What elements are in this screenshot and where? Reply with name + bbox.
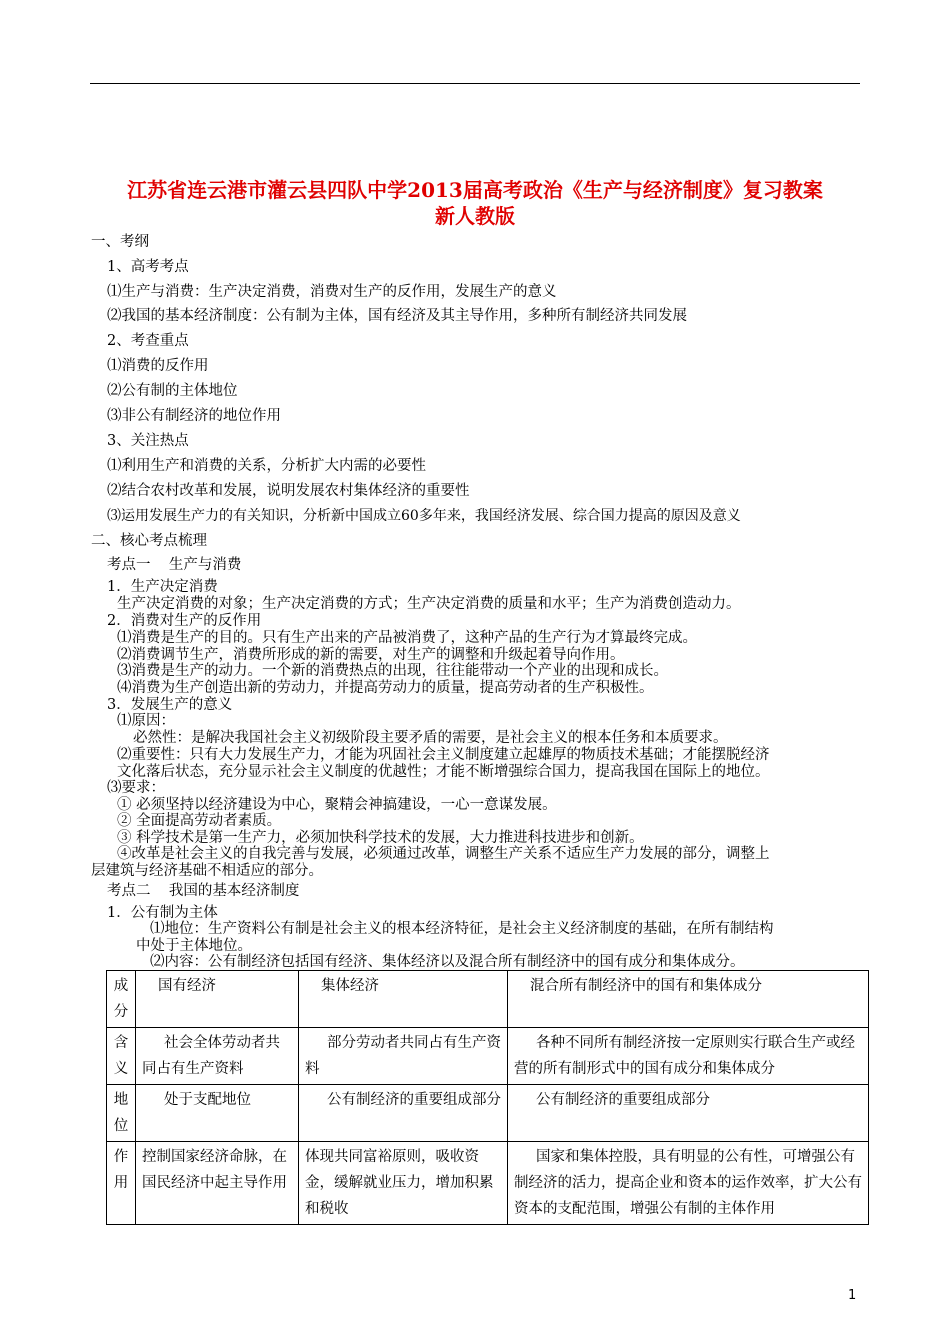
table-cell: 部分劳动者共同占有生产资料 (299, 1028, 508, 1085)
text-line: ⑶消费是生产的动力。一个新的消费热点的出现，往往能带动一个产业的出现和成长。 (117, 663, 668, 679)
topic-heading: 考点一 生产与消费 (107, 557, 242, 573)
text-line: ⑴原因： (117, 713, 175, 729)
table-header-cell: 国有经济 (136, 971, 299, 1028)
text-line: 生产决定消费的对象；生产决定消费的方式；生产决定消费的质量和水平；生产为消费创造动力。 (117, 596, 741, 612)
text-line: ④改革是社会主义的自我完善与发展，必须通过改革，调整生产关系不适应生产力发展的部分，调整上 (117, 846, 770, 862)
text-line: ⑶要求： (107, 780, 165, 796)
text-line: ⑵重要性：只有大力发展生产力，才能为巩固社会主义制度建立起雄厚的物质技术基础；才能摆脱经济 (117, 747, 770, 763)
text-line: ⑴地位：生产资料公有制是社会主义的根本经济特征，是社会主义经济制度的基础，在所有制结构 (150, 921, 774, 937)
section-heading: 二、核心考点梳理 (91, 533, 207, 549)
table-cell: 国家和集体控股，具有明显的公有性，可增强公有制经济的活力，提高企业和资本的运作效率，扩大公有资本的支配范围，增强公有制的主体作用 (508, 1142, 869, 1225)
subsection-heading: 1、高考考点 (107, 259, 189, 275)
section-heading: 一、考纲 (91, 234, 149, 250)
subsection-heading: 2．消费对生产的反作用 (107, 613, 262, 629)
subsection-heading: 1．公有制为主体 (107, 905, 218, 921)
text-line: ⑴消费是生产的目的。只有生产出来的产品被消费了，这种产品的生产行为才算最终完成。 (117, 630, 697, 646)
table-row (107, 1142, 869, 1225)
table-row (107, 1028, 869, 1085)
text-line: ⑶运用发展生产力的有关知识，分析新中国成立60多年来，我国经济发展、综合国力提高的原因及意义 (107, 508, 741, 524)
table-row (107, 1085, 869, 1142)
subsection-heading: 3、关注热点 (107, 433, 189, 449)
public-ownership-table (106, 970, 869, 1225)
text-line: ① 必须坚持以经济建设为中心，聚精会神搞建设，一心一意谋发展。 (117, 797, 557, 813)
text-line: ⑵内容：公有制经济包括国有经济、集体经济以及混合所有制经济中的国有成分和集体成分。 (150, 954, 745, 970)
document-title: 江苏省连云港市灌云县四队中学2013届高考政治《生产与经济制度》复习教案 (127, 178, 823, 202)
subsection-heading: 3．发展生产的意义 (107, 697, 233, 713)
topic-heading: 考点二 我国的基本经济制度 (107, 883, 300, 899)
header-rule (90, 83, 860, 84)
table-row-label: 含义 (107, 1028, 136, 1085)
table-cell: 社会全体劳动者共同占有生产资料 (136, 1028, 299, 1085)
text-line: ⑴利用生产和消费的关系，分析扩大内需的必要性 (107, 458, 426, 474)
table-header-cell: 集体经济 (299, 971, 508, 1028)
text-line: ⑴消费的反作用 (107, 358, 209, 374)
text-line: ⑷消费为生产创造出新的劳动力，并提高劳动力的质量，提高劳动者的生产积极性。 (117, 680, 654, 696)
text-line: 中处于主体地位。 (136, 938, 252, 954)
table-cell: 公有制经济的重要组成部分 (508, 1085, 869, 1142)
text-line: 文化落后状态，充分显示社会主义制度的优越性；才能不断增强综合国力，提高我国在国际上的地位。 (117, 764, 770, 780)
table-cell: 体现共同富裕原则，吸收资金，缓解就业压力，增加积累和税收 (299, 1142, 508, 1225)
subsection-heading: 1．生产决定消费 (107, 579, 218, 595)
text-line: ⑵我国的基本经济制度：公有制为主体，国有经济及其主导作用，多种所有制经济共同发展 (107, 308, 687, 324)
text-line: ⑵消费调节生产，消费所形成的新的需要，对生产的调整和升级起着导向作用。 (117, 647, 625, 663)
document-title-line2: 新人教版 (435, 204, 515, 228)
text-line: ⑶非公有制经济的地位作用 (107, 408, 281, 424)
table-header-cell: 成分 (107, 971, 136, 1028)
text-line: ⑴生产与消费：生产决定消费，消费对生产的反作用，发展生产的意义 (107, 284, 557, 300)
text-line: 必然性：是解决我国社会主义初级阶段主要矛盾的需要，是社会主义的根本任务和本质要求。 (133, 730, 728, 746)
page-number: 1 (848, 1288, 857, 1303)
text-line: ⑵结合农村改革和发展，说明发展农村集体经济的重要性 (107, 483, 470, 499)
table-row-label: 地位 (107, 1085, 136, 1142)
text-line: ② 全面提高劳动者素质。 (117, 813, 282, 829)
table-row-label: 作用 (107, 1142, 136, 1225)
table-cell: 各种不同所有制经济按一定原则实行联合生产或经营的所有制形式中的国有成分和集体成分 (508, 1028, 869, 1085)
table-cell: 控制国家经济命脉，在国民经济中起主导作用 (136, 1142, 299, 1225)
text-line: ③ 科学技术是第一生产力，必须加快科学技术的发展，大力推进科技进步和创新。 (117, 830, 644, 846)
subsection-heading: 2、考查重点 (107, 333, 189, 349)
table-header-row (107, 971, 869, 1028)
table-cell: 处于支配地位 (136, 1085, 299, 1142)
table-header-cell: 混合所有制经济中的国有和集体成分 (508, 971, 869, 1028)
table-cell: 公有制经济的重要组成部分 (299, 1085, 508, 1142)
text-line: ⑵公有制的主体地位 (107, 383, 238, 399)
text-line: 层建筑与经济基础不相适应的部分。 (91, 863, 323, 879)
